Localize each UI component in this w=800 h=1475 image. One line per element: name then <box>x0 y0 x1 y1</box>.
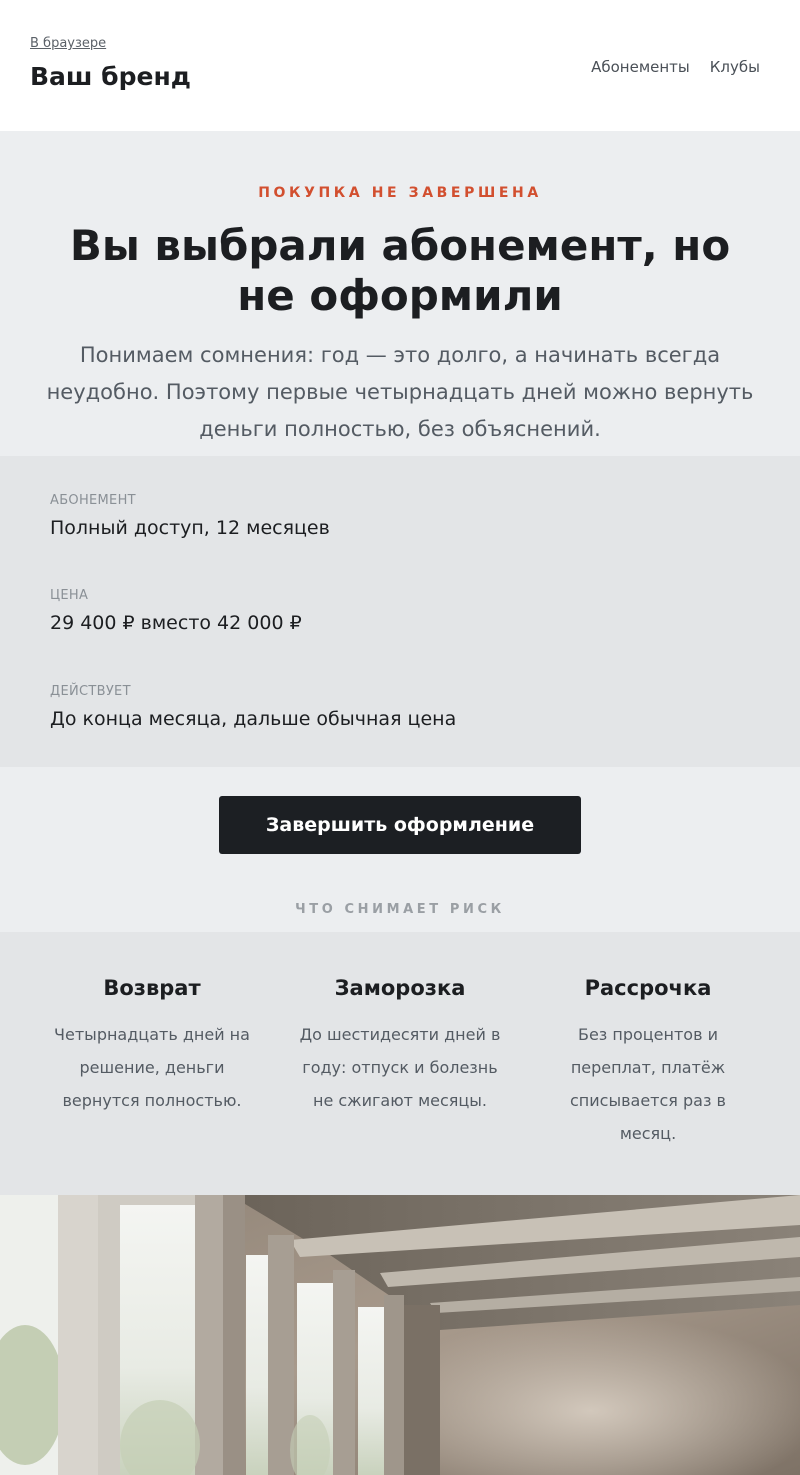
order-details <box>0 456 800 767</box>
feature-title: Возврат <box>103 976 201 1000</box>
nav-link-clubs[interactable]: Клубы <box>709 58 760 76</box>
brand-logo-text: Ваш бренд <box>30 62 191 91</box>
detail-valid-until <box>50 684 456 730</box>
feature-refund <box>47 976 257 1117</box>
hero-title: Вы выбрали абонемент, но не оформили <box>69 221 731 320</box>
feature-title: Рассрочка <box>584 976 712 1000</box>
header-nav <box>591 58 760 76</box>
detail-label: ДЕЙСТВУЕТ <box>50 684 131 699</box>
detail-value: До конца месяца, дальше обычная цена <box>50 708 457 730</box>
feature-freeze <box>295 976 505 1117</box>
risk-heading: ЧТО СНИМАЕТ РИСК <box>295 902 505 917</box>
hero-section <box>0 131 800 456</box>
feature-text: Четырнадцать дней на решение, деньги вернутся полностью. <box>54 1025 250 1110</box>
feature-text: До шестидесяти дней в году: отпуск и болезнь не сжигают месяцы. <box>299 1025 501 1110</box>
view-in-browser-link[interactable]: В браузере <box>30 36 107 51</box>
complete-checkout-button[interactable]: Завершить оформление <box>219 796 581 854</box>
detail-price <box>50 588 302 634</box>
detail-value: 29 400 ₽ вместо 42 000 ₽ <box>50 612 302 634</box>
nav-link-subscriptions[interactable]: Абонементы <box>591 58 690 76</box>
feature-text: Без процентов и переплат, платёж списывается раз в месяц. <box>570 1025 726 1143</box>
detail-subscription <box>50 493 330 539</box>
gym-interior-illustration <box>0 1195 800 1475</box>
cta-section <box>0 767 800 932</box>
detail-label: АБОНЕМЕНТ <box>50 493 136 508</box>
detail-label: ЦЕНА <box>50 588 89 603</box>
detail-value: Полный доступ, 12 месяцев <box>50 517 330 539</box>
hero-eyebrow: ПОКУПКА НЕ ЗАВЕРШЕНА <box>258 185 542 201</box>
hero-text: Понимаем сомнения: год — это долго, а начинать всегда неудобно. Поэтому первые четырнадцать дней можно вернуть деньги полностью, без объяснений. <box>46 343 754 441</box>
feature-installments <box>543 976 753 1150</box>
risk-features <box>0 932 800 1195</box>
gym-interior-image <box>0 1195 800 1475</box>
feature-title: Заморозка <box>334 976 466 1000</box>
email-header <box>0 0 800 131</box>
